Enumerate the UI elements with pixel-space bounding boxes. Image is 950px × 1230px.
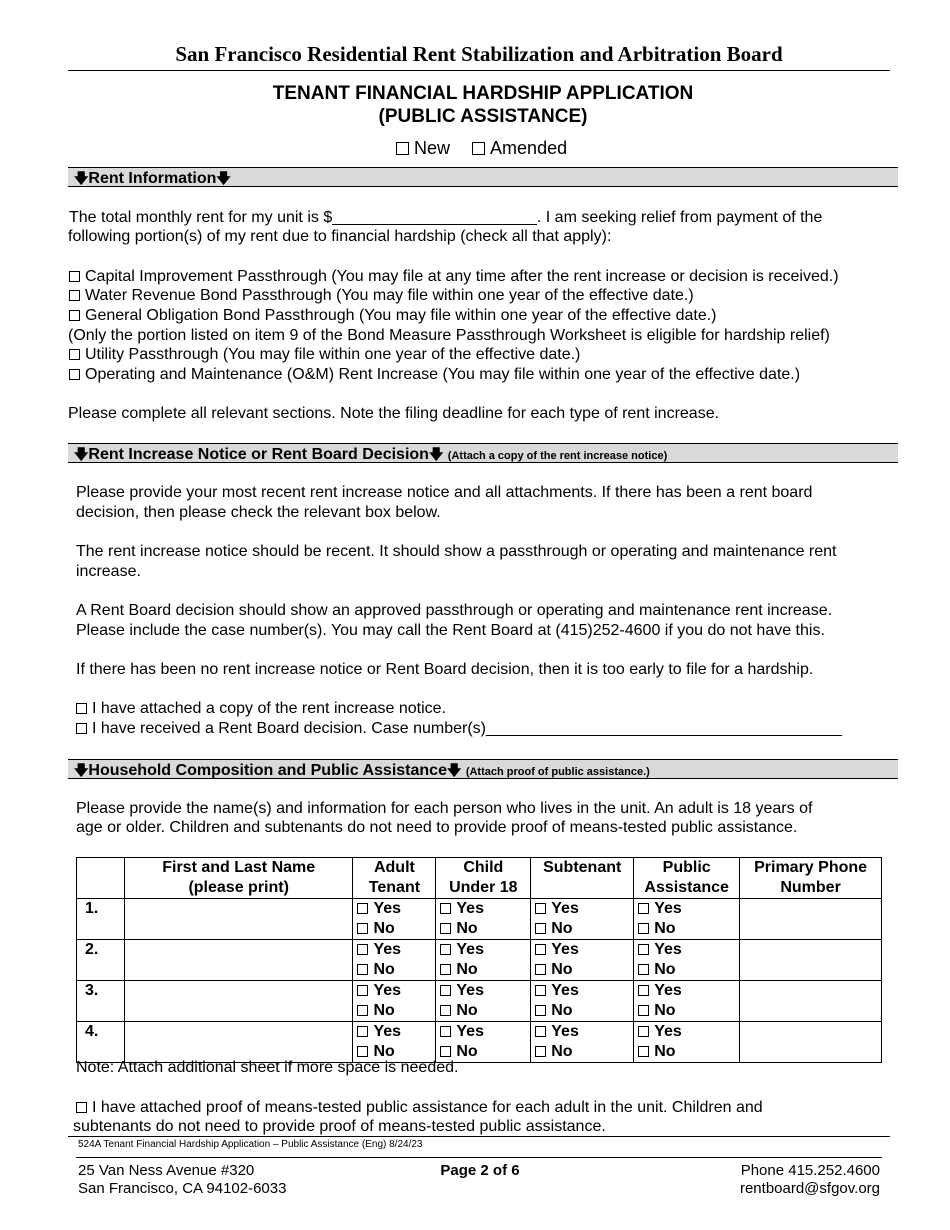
adult-yes-option[interactable] [357, 899, 431, 919]
assistance-no-option[interactable] [638, 919, 735, 939]
adult-cell [353, 981, 436, 1022]
board-decision-label: I have received a Rent Board decision. Case number(s)________________________________________ [92, 720, 842, 737]
child-yes-option[interactable] [440, 981, 526, 1001]
form-subtitle: (PUBLIC ASSISTANCE) [378, 106, 588, 127]
assistance-cell [634, 981, 740, 1022]
household-table [76, 857, 882, 1063]
utility-checkbox[interactable] [69, 349, 80, 360]
table-row [77, 1022, 882, 1063]
notice-p1a: Please provide your most recent rent increase notice and all attachments. If there has been a rent board [76, 484, 813, 501]
notice-heading-sub: (Attach a copy of the rent increase notice) [447, 450, 668, 462]
subtenant-cell [531, 899, 634, 940]
adult-no-checkbox[interactable] [357, 1046, 368, 1057]
child-cell [436, 1022, 531, 1063]
notice-p4: If there has been no rent increase notice or Rent Board decision, then it is too early to file for a hardship. [76, 661, 814, 678]
assistance-no-option[interactable] [638, 1001, 735, 1021]
new-label: New [414, 138, 451, 158]
footer-rule-top [68, 1136, 890, 1137]
notice-heading [68, 443, 898, 463]
subtenant-no-option[interactable] [535, 1001, 629, 1021]
child-no-checkbox[interactable] [440, 964, 451, 975]
board-decision-option[interactable] [76, 719, 842, 739]
name-cell[interactable] [124, 1022, 353, 1063]
subtenant-yes-option[interactable] [535, 981, 629, 1001]
phone-cell[interactable] [740, 1022, 882, 1063]
subtenant-yes-option[interactable] [535, 1022, 629, 1042]
child-yes-checkbox[interactable] [440, 985, 451, 996]
page-number: Page 2 of 6 [440, 1162, 520, 1179]
assistance-cell [634, 1022, 740, 1063]
child-no-option[interactable] [440, 919, 526, 939]
col-adult-header: Adult Tenant [353, 858, 436, 899]
name-cell[interactable] [124, 981, 353, 1022]
subtenant-no-option[interactable] [535, 960, 629, 980]
subtenant-cell [531, 981, 634, 1022]
col-assistance-header: Public Assistance [634, 858, 740, 899]
address-line-2: San Francisco, CA 94102-6033 [78, 1180, 287, 1197]
subtenant-cell [531, 940, 634, 981]
household-heading-text: Household Composition and Public Assistance [88, 762, 447, 779]
assistance-no-option[interactable] [638, 960, 735, 980]
adult-yes-label: Yes [373, 941, 402, 958]
assistance-cell [634, 940, 740, 981]
form-title: TENANT FINANCIAL HARDSHIP APPLICATION [272, 83, 694, 104]
attached-notice-option[interactable] [76, 699, 446, 719]
subtenant-yes-label: Yes [551, 982, 579, 999]
adult-cell [353, 899, 436, 940]
household-p1a: Please provide the name(s) and information for each person who lives in the unit. An adult is 18 years of [76, 800, 813, 817]
footer-rule-bottom [76, 1157, 882, 1158]
adult-yes-checkbox[interactable] [357, 903, 368, 914]
subtenant-no-label: No [551, 1043, 573, 1060]
adult-yes-option[interactable] [357, 981, 431, 1001]
general-obligation-option[interactable] [69, 306, 717, 326]
adult-yes-option[interactable] [357, 1022, 431, 1042]
down-arrow-icon: 🡇 [446, 762, 462, 778]
down-arrow-icon: 🡇 [216, 170, 231, 186]
general-obligation-label: General Obligation Bond Passthrough (You may file within one year of the effective date.) [85, 307, 717, 324]
rent-info-heading-text: Rent Information [88, 170, 217, 187]
subtenant-no-checkbox[interactable] [535, 1005, 546, 1016]
table-header-row [77, 858, 882, 899]
child-yes-label: Yes [456, 1023, 484, 1040]
adult-yes-label: Yes [373, 900, 402, 917]
subtenant-yes-checkbox[interactable] [535, 903, 546, 914]
form-id: 524A Tenant Financial Hardship Application – Public Assistance (Eng) 8/24/23 [78, 1139, 423, 1150]
assistance-no-option[interactable] [638, 1042, 735, 1062]
name-cell[interactable] [124, 899, 353, 940]
general-obligation-checkbox[interactable] [69, 310, 80, 321]
proof-checkbox[interactable] [76, 1102, 87, 1113]
attached-notice-checkbox[interactable] [76, 703, 87, 714]
rent-info-heading [68, 167, 898, 187]
child-no-option[interactable] [440, 1001, 526, 1021]
notice-heading-text: Rent Increase Notice or Rent Board Decision [88, 446, 429, 463]
subtenant-no-checkbox[interactable] [535, 1046, 546, 1057]
table-row [77, 981, 882, 1022]
om-checkbox[interactable] [69, 369, 80, 380]
assistance-no-label: No [654, 1002, 676, 1019]
subtenant-no-checkbox[interactable] [535, 964, 546, 975]
adult-no-option[interactable] [357, 1001, 431, 1021]
capital-improvement-checkbox[interactable] [69, 271, 80, 282]
assistance-no-label: No [654, 961, 676, 978]
row-number: 4. [77, 1022, 125, 1063]
phone: Phone 415.252.4600 [740, 1162, 880, 1179]
notice-p1b: decision, then please check the relevant box below. [76, 504, 441, 521]
assistance-yes-option[interactable] [638, 899, 735, 919]
monthly-rent-line: The total monthly rent for my unit is $_______________________. I am seeking relief from payment of the [69, 209, 823, 226]
assistance-no-checkbox[interactable] [638, 1005, 649, 1016]
child-no-label: No [456, 1043, 478, 1060]
down-arrow-icon: 🡇 [74, 446, 89, 462]
new-checkbox[interactable] [396, 142, 409, 155]
household-heading [68, 759, 898, 779]
notice-p2b: increase. [76, 563, 141, 580]
household-heading-sub: (Attach proof of public assistance.) [465, 766, 650, 778]
child-no-checkbox[interactable] [440, 1046, 451, 1057]
subtenant-no-label: No [551, 1002, 573, 1019]
subtenant-yes-checkbox[interactable] [535, 1026, 546, 1037]
table-row [77, 940, 882, 981]
agency-name: San Francisco Residential Rent Stabilization and Arbitration Board [175, 42, 783, 66]
child-yes-option[interactable] [440, 1022, 526, 1042]
water-bond-label: Water Revenue Bond Passthrough (You may file within one year of the effective date.) [85, 287, 694, 304]
assistance-yes-option[interactable] [638, 981, 735, 1001]
down-arrow-icon: 🡇 [74, 762, 89, 778]
adult-cell [353, 1022, 436, 1063]
child-yes-checkbox[interactable] [440, 903, 451, 914]
assistance-yes-checkbox[interactable] [638, 944, 649, 955]
new-amended-options [396, 138, 567, 159]
relief-line: following portion(s) of my rent due to financial hardship (check all that apply): [68, 228, 612, 245]
row-number: 1. [77, 899, 125, 940]
subtenant-no-label: No [551, 961, 573, 978]
child-no-label: No [456, 1002, 478, 1019]
phone-cell[interactable] [740, 940, 882, 981]
child-yes-label: Yes [456, 900, 484, 917]
row-number: 2. [77, 940, 125, 981]
child-no-label: No [456, 961, 478, 978]
subtenant-no-label: No [551, 920, 573, 937]
address-line-1: 25 Van Ness Avenue #320 [78, 1162, 255, 1179]
om-label: Operating and Maintenance (O&M) Rent Increase (You may file within one year of the effective date.) [85, 366, 801, 383]
child-cell [436, 981, 531, 1022]
assistance-no-checkbox[interactable] [638, 964, 649, 975]
om-option[interactable] [69, 365, 800, 385]
adult-yes-label: Yes [373, 982, 402, 999]
child-yes-option[interactable] [440, 940, 526, 960]
assistance-no-label: No [654, 920, 676, 937]
child-yes-checkbox[interactable] [440, 1026, 451, 1037]
subtenant-yes-option[interactable] [535, 940, 629, 960]
adult-no-label: No [373, 1002, 395, 1019]
assistance-yes-checkbox[interactable] [638, 1026, 649, 1037]
notice-p2a: The rent increase notice should be recent. It should show a passthrough or operating and maintenance rent [76, 543, 837, 560]
board-decision-checkbox[interactable] [76, 723, 87, 734]
child-no-option[interactable] [440, 960, 526, 980]
phone-cell[interactable] [740, 899, 882, 940]
water-bond-option[interactable] [69, 286, 694, 306]
assistance-yes-label: Yes [654, 982, 682, 999]
household-p1b: age or older. Children and subtenants do not need to provide proof of means-tested public assistance. [76, 819, 798, 836]
header-rule [68, 70, 890, 71]
utility-option[interactable] [69, 345, 580, 365]
footer-contact [740, 1162, 880, 1198]
capital-improvement-label: Capital Improvement Passthrough (You may file at any time after the rent increase or decision is received.) [85, 268, 839, 285]
adult-no-label: No [373, 1043, 395, 1060]
adult-yes-option[interactable] [357, 940, 431, 960]
utility-label: Utility Passthrough (You may file within one year of the effective date.) [85, 346, 581, 363]
col-subtenant-header: Subtenant [531, 858, 634, 899]
col-number-header [77, 858, 125, 899]
amended-label: Amended [490, 138, 568, 158]
notice-p3a: A Rent Board decision should show an approved passthrough or operating and maintenance rent increase. [76, 602, 833, 619]
subtenant-cell [531, 1022, 634, 1063]
subtenant-yes-label: Yes [551, 1023, 579, 1040]
down-arrow-icon: 🡇 [74, 170, 89, 186]
assistance-yes-label: Yes [654, 900, 682, 917]
child-yes-label: Yes [456, 982, 484, 999]
subtenant-no-option[interactable] [535, 1042, 629, 1062]
assistance-no-label: No [654, 1043, 676, 1060]
adult-yes-checkbox[interactable] [357, 985, 368, 996]
notice-p3b: Please include the case number(s). You may call the Rent Board at (415)252-4600 if you do not have this. [76, 622, 825, 639]
child-yes-option[interactable] [440, 899, 526, 919]
subtenant-yes-option[interactable] [535, 899, 629, 919]
table-row [77, 899, 882, 940]
additional-sheet-note: Note: Attach additional sheet if more space is needed. [76, 1059, 459, 1076]
col-phone-header: Primary Phone Number [740, 858, 882, 899]
proof-label-a: I have attached proof of means-tested public assistance for each adult in the unit. Children and [92, 1099, 763, 1116]
subtenant-yes-label: Yes [551, 900, 579, 917]
amended-checkbox[interactable] [472, 142, 485, 155]
assistance-no-checkbox[interactable] [638, 1046, 649, 1057]
child-yes-checkbox[interactable] [440, 944, 451, 955]
assistance-yes-option[interactable] [638, 940, 735, 960]
proof-option[interactable] [76, 1098, 763, 1118]
proof-label-b: subtenants do not need to provide proof of means-tested public assistance. [73, 1118, 606, 1135]
adult-no-option[interactable] [357, 960, 431, 980]
adult-no-checkbox[interactable] [357, 1005, 368, 1016]
subtenant-yes-checkbox[interactable] [535, 985, 546, 996]
col-name-header: First and Last Name (please print) [124, 858, 353, 899]
subtenant-no-checkbox[interactable] [535, 923, 546, 934]
name-cell[interactable] [124, 940, 353, 981]
assistance-yes-label: Yes [654, 1023, 682, 1040]
row-number: 3. [77, 981, 125, 1022]
down-arrow-icon: 🡇 [428, 446, 444, 462]
adult-cell [353, 940, 436, 981]
attached-notice-label: I have attached a copy of the rent increase notice. [92, 700, 446, 717]
col-child-header: Child Under 18 [436, 858, 531, 899]
footer-address [78, 1162, 286, 1198]
phone-cell[interactable] [740, 981, 882, 1022]
child-no-checkbox[interactable] [440, 1005, 451, 1016]
child-cell [436, 940, 531, 981]
assistance-no-checkbox[interactable] [638, 923, 649, 934]
bond-note: (Only the portion listed on item 9 of the Bond Measure Passthrough Worksheet is eligible for hardship relief) [68, 327, 830, 344]
assistance-yes-option[interactable] [638, 1022, 735, 1042]
assistance-yes-label: Yes [654, 941, 682, 958]
capital-improvement-option[interactable] [69, 267, 839, 287]
assistance-yes-checkbox[interactable] [638, 903, 649, 914]
complete-note: Please complete all relevant sections. Note the filing deadline for each type of rent increase. [68, 405, 720, 422]
assistance-cell [634, 899, 740, 940]
child-no-checkbox[interactable] [440, 923, 451, 934]
adult-yes-checkbox[interactable] [357, 944, 368, 955]
subtenant-no-option[interactable] [535, 919, 629, 939]
child-yes-label: Yes [456, 941, 484, 958]
child-cell [436, 899, 531, 940]
adult-yes-label: Yes [373, 1023, 402, 1040]
subtenant-yes-label: Yes [551, 941, 579, 958]
child-no-label: No [456, 920, 478, 937]
water-bond-checkbox[interactable] [69, 290, 80, 301]
adult-no-checkbox[interactable] [357, 923, 368, 934]
assistance-yes-checkbox[interactable] [638, 985, 649, 996]
email: rentboard@sfgov.org [739, 1180, 880, 1197]
adult-no-label: No [373, 961, 395, 978]
adult-yes-checkbox[interactable] [357, 1026, 368, 1037]
adult-no-option[interactable] [357, 919, 431, 939]
subtenant-yes-checkbox[interactable] [535, 944, 546, 955]
adult-no-checkbox[interactable] [357, 964, 368, 975]
adult-no-label: No [373, 920, 395, 937]
